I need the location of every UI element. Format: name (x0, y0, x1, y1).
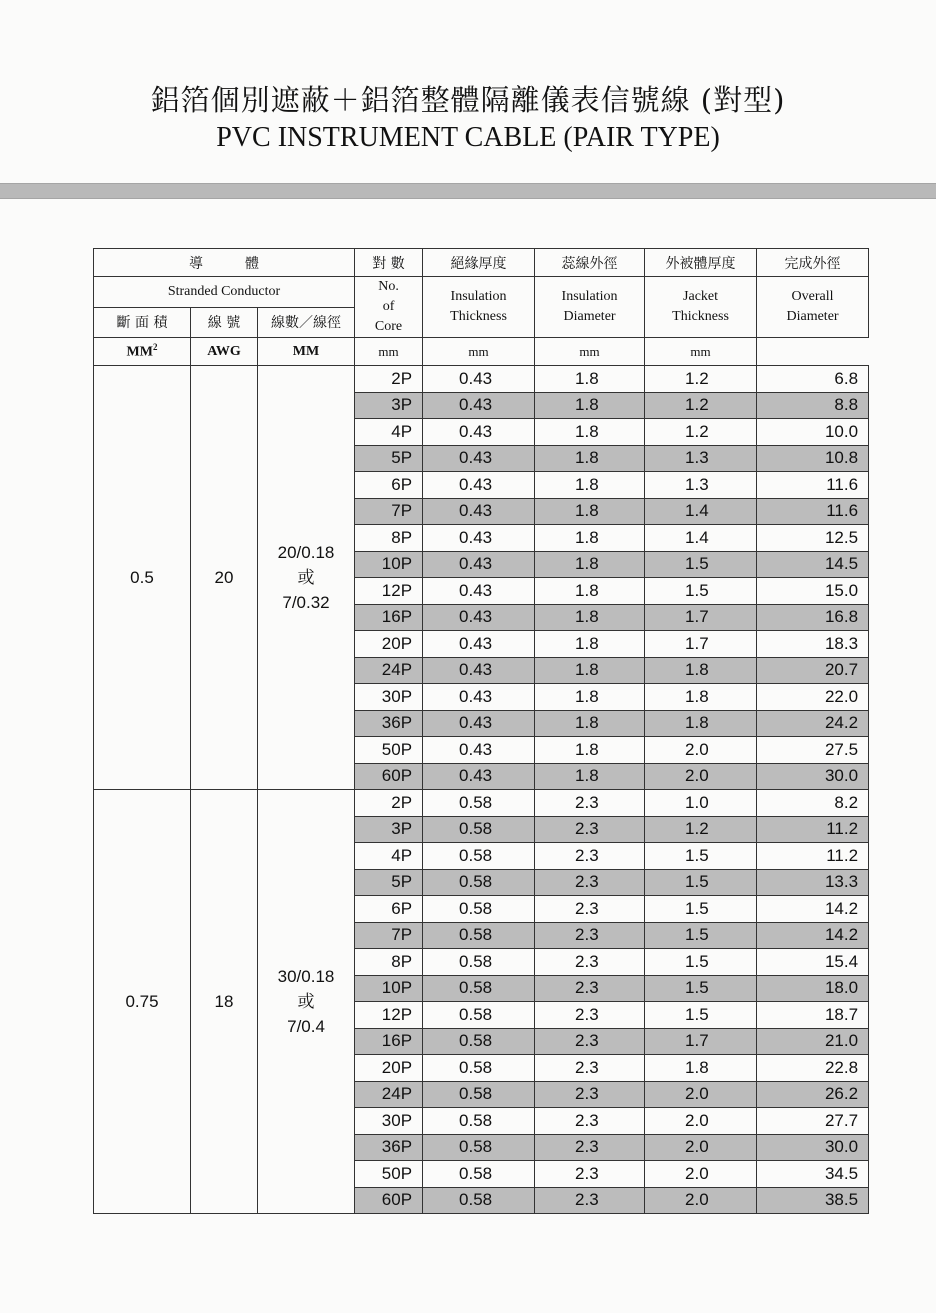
cell-jacket-thickness: 1.2 (645, 419, 757, 446)
header-insulation-thickness-en (423, 277, 535, 338)
header-cores-en-line3: Core (374, 319, 403, 334)
cell-area: 0.5 (94, 366, 191, 790)
cell-insulation-diameter: 2.3 (535, 1028, 645, 1055)
area-unit-superscript: 2 (152, 342, 158, 353)
cell-insulation-diameter: 2.3 (535, 1081, 645, 1108)
header-overall-diameter-en-line1: Overall (791, 289, 834, 304)
cell-overall-diameter: 24.2 (757, 710, 869, 737)
header-cores-en (355, 277, 423, 338)
cell-jacket-thickness: 1.3 (645, 445, 757, 472)
header-jacket-thickness-en (645, 277, 757, 338)
cell-jacket-thickness: 1.4 (645, 525, 757, 552)
cell-overall-diameter: 27.7 (757, 1108, 869, 1135)
cell-cores: 3P (355, 816, 423, 843)
cell-area: 0.75 (94, 790, 191, 1214)
cell-insulation-thickness: 0.43 (423, 392, 535, 419)
strand-line: 20/0.18 (277, 543, 335, 562)
cell-insulation-thickness: 0.43 (423, 604, 535, 631)
cell-insulation-thickness: 0.43 (423, 498, 535, 525)
cell-insulation-diameter: 1.8 (535, 631, 645, 658)
cell-overall-diameter: 6.8 (757, 366, 869, 393)
cell-insulation-diameter: 1.8 (535, 551, 645, 578)
cell-overall-diameter: 11.2 (757, 843, 869, 870)
header-overall-diameter-en-line2: Diameter (786, 309, 839, 324)
cell-insulation-thickness: 0.43 (423, 472, 535, 499)
cell-insulation-diameter: 1.8 (535, 657, 645, 684)
cell-strand (258, 790, 355, 1214)
cell-insulation-thickness: 0.43 (423, 419, 535, 446)
cell-overall-diameter: 26.2 (757, 1081, 869, 1108)
cable-spec-table (93, 248, 869, 1214)
cell-insulation-thickness: 0.58 (423, 843, 535, 870)
cell-cores: 6P (355, 472, 423, 499)
cell-cores: 3P (355, 392, 423, 419)
cell-insulation-thickness: 0.43 (423, 657, 535, 684)
header-divider-band (0, 183, 936, 199)
cell-cores: 36P (355, 1134, 423, 1161)
cell-insulation-diameter: 1.8 (535, 392, 645, 419)
cell-insulation-thickness: 0.58 (423, 1108, 535, 1135)
strand-line: 7/0.4 (287, 1017, 325, 1036)
cell-cores: 12P (355, 1002, 423, 1029)
cell-jacket-thickness: 2.0 (645, 737, 757, 764)
strand-line: 或 (297, 568, 315, 587)
cell-cores: 24P (355, 657, 423, 684)
cell-insulation-diameter: 2.3 (535, 1108, 645, 1135)
table-row (94, 790, 869, 817)
cell-overall-diameter: 13.3 (757, 869, 869, 896)
cell-overall-diameter: 20.7 (757, 657, 869, 684)
cell-cores: 16P (355, 1028, 423, 1055)
cell-insulation-diameter: 2.3 (535, 949, 645, 976)
cell-overall-diameter: 10.8 (757, 445, 869, 472)
cell-jacket-thickness: 1.8 (645, 1055, 757, 1082)
cell-cores: 60P (355, 763, 423, 790)
header-insulation-diameter-zh: 蕊線外徑 (535, 249, 645, 277)
cell-insulation-thickness: 0.43 (423, 684, 535, 711)
cell-insulation-diameter: 1.8 (535, 684, 645, 711)
cell-insulation-diameter: 1.8 (535, 710, 645, 737)
cell-insulation-thickness: 0.43 (423, 710, 535, 737)
cell-overall-diameter: 14.5 (757, 551, 869, 578)
cell-insulation-thickness: 0.43 (423, 763, 535, 790)
cell-cores: 7P (355, 922, 423, 949)
cell-cores: 4P (355, 843, 423, 870)
header-insulation-thickness-en-line2: Thickness (450, 309, 507, 324)
header-jacket-thickness-en-line1: Jacket (683, 289, 719, 304)
cell-cores: 60P (355, 1187, 423, 1214)
header-insulation-thickness-zh: 絕緣厚度 (423, 249, 535, 277)
header-awg-zh: 線 號 (191, 307, 258, 338)
cell-jacket-thickness: 1.5 (645, 896, 757, 923)
cell-overall-diameter: 22.0 (757, 684, 869, 711)
header-overall-diameter-en (757, 277, 869, 338)
cell-insulation-diameter: 2.3 (535, 1055, 645, 1082)
cell-overall-diameter: 12.5 (757, 525, 869, 552)
cell-insulation-diameter: 1.8 (535, 525, 645, 552)
cell-cores: 4P (355, 419, 423, 446)
table-row (94, 366, 869, 393)
header-awg-unit: AWG (191, 338, 258, 366)
header-strand-zh: 線數／線徑 (258, 307, 355, 338)
header-row-units (94, 338, 869, 366)
header-area-unit (94, 338, 191, 366)
header-unit-mm: mm (645, 338, 757, 366)
cell-overall-diameter: 14.2 (757, 922, 869, 949)
cell-jacket-thickness: 1.8 (645, 684, 757, 711)
header-row-english (94, 277, 869, 308)
cell-jacket-thickness: 1.5 (645, 922, 757, 949)
cell-insulation-diameter: 2.3 (535, 1002, 645, 1029)
cell-overall-diameter: 22.8 (757, 1055, 869, 1082)
cell-cores: 10P (355, 975, 423, 1002)
cell-overall-diameter: 38.5 (757, 1187, 869, 1214)
cell-cores: 6P (355, 896, 423, 923)
cell-overall-diameter: 34.5 (757, 1161, 869, 1188)
cell-insulation-thickness: 0.58 (423, 896, 535, 923)
cell-cores: 24P (355, 1081, 423, 1108)
cell-cores: 50P (355, 1161, 423, 1188)
cell-cores: 5P (355, 445, 423, 472)
cell-jacket-thickness: 2.0 (645, 1187, 757, 1214)
strand-line: 或 (297, 992, 315, 1011)
cell-cores: 20P (355, 1055, 423, 1082)
cell-insulation-diameter: 1.8 (535, 498, 645, 525)
cell-jacket-thickness: 2.0 (645, 1081, 757, 1108)
header-cores-en-line2: of (382, 299, 395, 314)
cell-awg: 20 (191, 366, 258, 790)
cell-cores: 12P (355, 578, 423, 605)
cell-jacket-thickness: 1.5 (645, 949, 757, 976)
cell-insulation-diameter: 2.3 (535, 843, 645, 870)
cell-insulation-thickness: 0.58 (423, 1028, 535, 1055)
cell-jacket-thickness: 1.2 (645, 816, 757, 843)
cell-insulation-thickness: 0.43 (423, 578, 535, 605)
cell-cores: 2P (355, 366, 423, 393)
cell-insulation-thickness: 0.58 (423, 816, 535, 843)
cell-jacket-thickness: 1.7 (645, 631, 757, 658)
cell-jacket-thickness: 1.4 (645, 498, 757, 525)
cell-insulation-diameter: 1.8 (535, 578, 645, 605)
header-overall-diameter-zh: 完成外徑 (757, 249, 869, 277)
cell-cores: 8P (355, 949, 423, 976)
cell-jacket-thickness: 1.8 (645, 710, 757, 737)
cell-insulation-diameter: 2.3 (535, 896, 645, 923)
cell-cores: 5P (355, 869, 423, 896)
strand-line: 7/0.32 (282, 593, 330, 612)
strand-line: 30/0.18 (277, 967, 335, 986)
page-title-chinese: 鋁箔個別遮蔽＋鋁箔整體隔離儀表信號線 (對型) (150, 83, 786, 117)
header-cores-zh: 對 數 (355, 249, 423, 277)
cell-awg: 18 (191, 790, 258, 1214)
cell-insulation-diameter: 1.8 (535, 419, 645, 446)
cell-jacket-thickness: 1.5 (645, 869, 757, 896)
cell-insulation-thickness: 0.58 (423, 1055, 535, 1082)
cell-insulation-diameter: 1.8 (535, 445, 645, 472)
header-insulation-diameter-en-line2: Diameter (563, 309, 616, 324)
cell-overall-diameter: 11.6 (757, 472, 869, 499)
cell-overall-diameter: 15.0 (757, 578, 869, 605)
cell-overall-diameter: 27.5 (757, 737, 869, 764)
cell-cores: 7P (355, 498, 423, 525)
cell-overall-diameter: 30.0 (757, 1134, 869, 1161)
cell-insulation-diameter: 1.8 (535, 604, 645, 631)
cell-insulation-thickness: 0.58 (423, 949, 535, 976)
cell-insulation-thickness: 0.58 (423, 869, 535, 896)
area-unit-text: MM (126, 344, 153, 360)
header-conductor-zh: 導 體 (94, 249, 355, 277)
cell-insulation-diameter: 2.3 (535, 922, 645, 949)
header-unit-mm: mm (535, 338, 645, 366)
cell-jacket-thickness: 2.0 (645, 1161, 757, 1188)
cell-cores: 36P (355, 710, 423, 737)
cell-insulation-thickness: 0.43 (423, 631, 535, 658)
cell-jacket-thickness: 2.0 (645, 763, 757, 790)
cell-jacket-thickness: 2.0 (645, 1108, 757, 1135)
cell-insulation-diameter: 1.8 (535, 472, 645, 499)
header-area-zh: 斷 面 積 (94, 307, 191, 338)
cell-insulation-thickness: 0.58 (423, 1002, 535, 1029)
cell-overall-diameter: 8.2 (757, 790, 869, 817)
cell-jacket-thickness: 2.0 (645, 1134, 757, 1161)
cell-insulation-diameter: 2.3 (535, 790, 645, 817)
cell-overall-diameter: 16.8 (757, 604, 869, 631)
cell-insulation-diameter: 1.8 (535, 366, 645, 393)
cell-cores: 8P (355, 525, 423, 552)
cell-cores: 30P (355, 684, 423, 711)
cell-overall-diameter: 21.0 (757, 1028, 869, 1055)
cell-jacket-thickness: 1.8 (645, 657, 757, 684)
cell-jacket-thickness: 1.3 (645, 472, 757, 499)
header-insulation-diameter-en (535, 277, 645, 338)
cell-overall-diameter: 30.0 (757, 763, 869, 790)
cell-cores: 50P (355, 737, 423, 764)
cell-cores: 2P (355, 790, 423, 817)
cell-jacket-thickness: 1.0 (645, 790, 757, 817)
cell-insulation-diameter: 2.3 (535, 975, 645, 1002)
cell-overall-diameter: 11.6 (757, 498, 869, 525)
cell-insulation-diameter: 1.8 (535, 763, 645, 790)
cell-insulation-thickness: 0.58 (423, 1081, 535, 1108)
cell-insulation-diameter: 2.3 (535, 1161, 645, 1188)
cell-overall-diameter: 10.0 (757, 419, 869, 446)
cell-jacket-thickness: 1.5 (645, 843, 757, 870)
cell-insulation-thickness: 0.58 (423, 790, 535, 817)
cell-jacket-thickness: 1.7 (645, 1028, 757, 1055)
cell-insulation-thickness: 0.58 (423, 975, 535, 1002)
cell-jacket-thickness: 1.5 (645, 1002, 757, 1029)
cell-overall-diameter: 11.2 (757, 816, 869, 843)
cell-cores: 30P (355, 1108, 423, 1135)
header-insulation-diameter-en-line1: Insulation (561, 289, 618, 304)
cell-overall-diameter: 18.7 (757, 1002, 869, 1029)
cell-jacket-thickness: 1.7 (645, 604, 757, 631)
cell-insulation-thickness: 0.43 (423, 366, 535, 393)
cell-overall-diameter: 15.4 (757, 949, 869, 976)
cell-jacket-thickness: 1.5 (645, 975, 757, 1002)
cell-insulation-diameter: 2.3 (535, 1134, 645, 1161)
cell-overall-diameter: 18.3 (757, 631, 869, 658)
header-cores-en-line1: No. (378, 279, 399, 294)
cell-jacket-thickness: 1.5 (645, 551, 757, 578)
cell-overall-diameter: 8.8 (757, 392, 869, 419)
cell-insulation-diameter: 2.3 (535, 869, 645, 896)
page-title-english: PVC INSTRUMENT CABLE (PAIR TYPE) (216, 122, 720, 153)
cell-insulation-diameter: 2.3 (535, 816, 645, 843)
cell-jacket-thickness: 1.5 (645, 578, 757, 605)
cell-insulation-thickness: 0.43 (423, 445, 535, 472)
header-unit-mm: mm (423, 338, 535, 366)
cell-cores: 10P (355, 551, 423, 578)
cell-insulation-thickness: 0.58 (423, 1161, 535, 1188)
header-conductor-en: Stranded Conductor (94, 277, 355, 308)
header-insulation-thickness-en-line1: Insulation (450, 289, 507, 304)
cell-insulation-thickness: 0.58 (423, 922, 535, 949)
cell-jacket-thickness: 1.2 (645, 392, 757, 419)
cell-jacket-thickness: 1.2 (645, 366, 757, 393)
cell-overall-diameter: 18.0 (757, 975, 869, 1002)
cell-insulation-thickness: 0.43 (423, 525, 535, 552)
cell-insulation-thickness: 0.58 (423, 1134, 535, 1161)
cell-insulation-diameter: 2.3 (535, 1187, 645, 1214)
cell-overall-diameter: 14.2 (757, 896, 869, 923)
cell-cores: 16P (355, 604, 423, 631)
header-jacket-thickness-zh: 外被體厚度 (645, 249, 757, 277)
header-jacket-thickness-en-line2: Thickness (672, 309, 729, 324)
cell-insulation-thickness: 0.43 (423, 551, 535, 578)
header-strand-unit: MM (258, 338, 355, 366)
cell-insulation-diameter: 1.8 (535, 737, 645, 764)
cell-insulation-thickness: 0.58 (423, 1187, 535, 1214)
cell-cores: 20P (355, 631, 423, 658)
cell-insulation-thickness: 0.43 (423, 737, 535, 764)
header-unit-mm: mm (355, 338, 423, 366)
header-row-chinese (94, 249, 869, 277)
cell-strand (258, 366, 355, 790)
